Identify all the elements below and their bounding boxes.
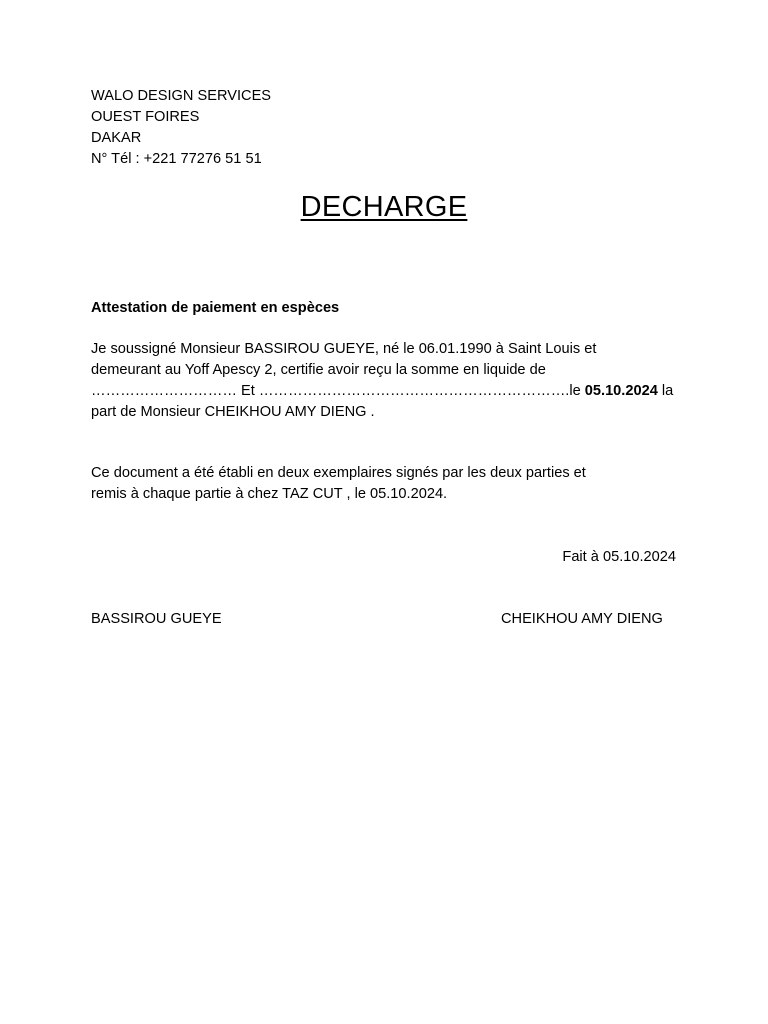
signature-left-name: BASSIROU GUEYE [91,611,222,627]
signature-right-name: CHEIKHOU AMY DIENG [501,611,663,627]
document-line-2: remis à chaque partie à chez TAZ CUT , le 05.10.2024. [91,486,448,502]
company-location: OUEST FOIRES [91,109,200,125]
receipt-date: 05.10.2024 [584,383,658,399]
receipt-line-4: part de Monsieur CHEIKHOU AMY DIENG . [91,404,375,420]
receipt-line-1: Je soussigné Monsieur BASSIROU GUEYE, né le 06.01.1990 à Saint Louis et [91,341,597,357]
company-city: DAKAR [91,130,142,146]
receipt-paragraph [91,339,673,423]
company-phone: N° Tél : +221 77276 51 51 [91,151,262,167]
document-subheading: Attestation de paiement en espèces [91,300,340,316]
receipt-line-2: demeurant au Yoff Apescy 2, certifie avoir reçu la somme en liquide de [91,362,546,378]
receipt-line-3-end: la [657,383,674,399]
receipt-line-3 [91,381,673,402]
company-name: WALO DESIGN SERVICES [91,88,272,104]
document-title: DECHARGE [300,191,468,223]
company-header [91,86,271,170]
document-paragraph [91,463,586,505]
amount-placeholder: ………………………… Et ……………………………………………………….le [91,383,585,399]
place-date-line: Fait à 05.10.2024 [562,549,676,565]
document-line-1: Ce document a été établi en deux exemplaires signés par les deux parties et [91,465,586,481]
